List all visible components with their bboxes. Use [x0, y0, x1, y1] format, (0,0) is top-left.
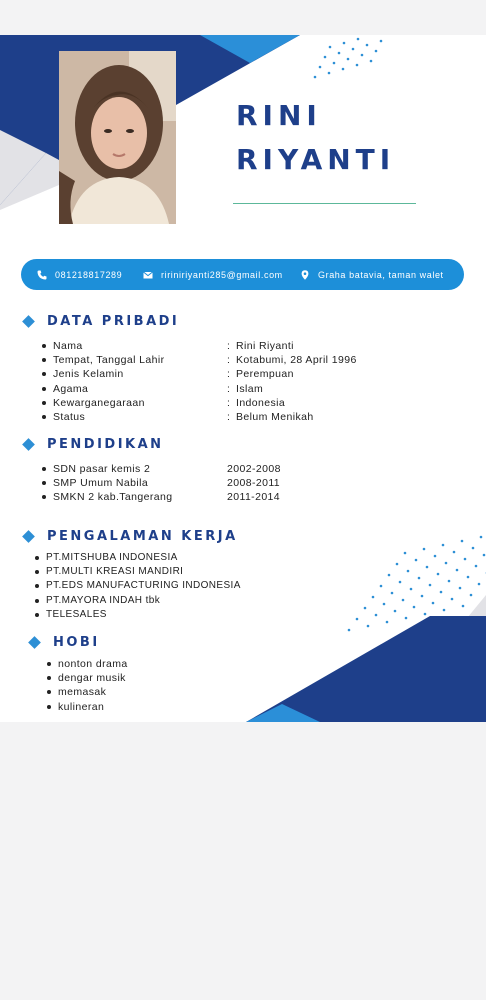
diamond-bullet-icon — [22, 530, 35, 543]
bullet-dot-icon — [41, 476, 53, 490]
contact-address[interactable] — [300, 259, 444, 290]
education-item — [41, 462, 281, 476]
bullet-dot-icon — [46, 700, 58, 714]
section-title: PENGALAMAN KERJA — [47, 529, 238, 544]
school-years: 2008-2011 — [227, 477, 281, 490]
section-experience-heading — [24, 529, 238, 544]
education-item — [41, 490, 281, 504]
decor-dot — [472, 547, 475, 550]
diamond-bullet-icon — [22, 438, 35, 451]
bullet-dot-icon — [46, 671, 58, 685]
field-separator: : — [227, 368, 231, 381]
location-pin-icon — [300, 270, 310, 280]
company-name: PT.MULTI KREASI MANDIRI — [46, 566, 184, 578]
hobby-item — [46, 685, 128, 699]
school-name: SDN pasar kemis 2 — [53, 463, 151, 475]
decor-dot — [434, 555, 437, 558]
decor-dot — [342, 68, 345, 71]
decor-dot — [423, 548, 426, 551]
section-personal-heading — [24, 314, 179, 329]
field-value: Indonesia — [236, 396, 286, 409]
school-years: 2011-2014 — [227, 491, 281, 504]
field-value: Belum Menikah — [236, 410, 314, 423]
decor-dot — [456, 569, 459, 572]
name-underline — [233, 203, 416, 204]
personal-data-item — [41, 353, 357, 367]
decor-dot — [478, 583, 481, 586]
experience-item — [34, 608, 241, 622]
decor-dot — [356, 64, 359, 67]
education-list — [41, 462, 281, 505]
experience-item — [34, 551, 241, 565]
bullet-dot-icon — [34, 551, 46, 565]
decor-dot — [319, 66, 322, 69]
company-name: PT.MAYORA INDAH tbk — [46, 594, 161, 606]
field-separator: : — [227, 410, 231, 423]
decor-dot — [380, 40, 383, 43]
decor-dot — [399, 581, 402, 584]
bullet-dot-icon — [46, 685, 58, 699]
bullet-dot-icon — [41, 462, 53, 476]
hobby-name: kulineran — [58, 700, 105, 713]
bullet-dot-icon — [41, 490, 53, 504]
field-label: Status — [53, 410, 86, 423]
personal-data-item — [41, 339, 357, 353]
decor-dot — [445, 562, 448, 565]
dot-pattern-top — [300, 35, 400, 85]
hobby-item — [46, 657, 128, 671]
decor-dot — [448, 580, 451, 583]
decor-dot — [329, 46, 332, 49]
diamond-bullet-icon — [28, 636, 41, 649]
decor-dot — [347, 58, 350, 61]
bullet-dot-icon — [41, 339, 53, 353]
decor-dot — [426, 566, 429, 569]
decor-dot — [404, 552, 407, 555]
decor-dot — [324, 56, 327, 59]
field-separator: : — [227, 396, 231, 409]
field-label: Jenis Kelamin — [53, 368, 124, 381]
bullet-dot-icon — [41, 353, 53, 367]
decor-dot — [418, 577, 421, 580]
last-name: RIYANTI — [236, 143, 396, 176]
field-value: Kotabumi, 28 April 1996 — [236, 354, 357, 367]
decor-dot — [483, 554, 486, 557]
section-education-heading — [24, 437, 164, 452]
school-name: SMP Umum Nabila — [53, 477, 149, 490]
decor-dot — [388, 574, 391, 577]
field-label: Nama — [53, 340, 83, 352]
phone-number: 081218817289 — [55, 269, 123, 280]
section-title: DATA PRIBADI — [47, 314, 180, 329]
experience-list — [34, 551, 241, 622]
decor-dot — [343, 42, 346, 45]
decor-dot — [480, 536, 483, 539]
contact-bar — [21, 259, 464, 290]
personal-data-list — [41, 339, 357, 424]
decor-dot — [429, 584, 432, 587]
company-name: PT.MITSHUBA INDONESIA — [46, 552, 178, 563]
decor-dot — [415, 559, 418, 562]
section-title: PENDIDIKAN — [47, 437, 164, 452]
school-years: 2002-2008 — [227, 463, 281, 475]
bullet-dot-icon — [41, 396, 53, 410]
decor-dot — [453, 551, 456, 554]
decor-dot — [357, 38, 360, 41]
profile-photo — [59, 51, 176, 224]
decor-dot — [410, 588, 413, 591]
decor-dot — [459, 587, 462, 590]
decor-dot — [375, 50, 378, 53]
hobby-name: dengar musik — [58, 672, 126, 685]
decor-dot — [352, 48, 355, 51]
decor-dot — [396, 563, 399, 566]
hobby-name: nonton drama — [58, 658, 128, 670]
personal-data-item — [41, 367, 357, 381]
bullet-dot-icon — [34, 565, 46, 579]
first-name: RINI — [236, 99, 322, 132]
field-value: Islam — [236, 382, 264, 395]
field-value: Perempuan — [236, 368, 294, 381]
mail-icon — [143, 270, 153, 280]
section-title: HOBI — [53, 635, 100, 650]
field-label: Tempat, Tanggal Lahir — [53, 354, 165, 367]
bullet-dot-icon — [41, 382, 53, 396]
education-item — [41, 476, 281, 490]
field-label: Kewarganegaraan — [53, 396, 145, 409]
field-separator: : — [227, 354, 231, 367]
hobbies-list — [46, 657, 128, 714]
bullet-dot-icon — [34, 608, 46, 622]
decor-dot — [440, 591, 443, 594]
decor-dot — [464, 558, 467, 561]
diamond-bullet-icon — [22, 315, 35, 328]
address-text: Graha batavia, taman walet — [318, 269, 444, 280]
decor-dot — [437, 573, 440, 576]
decor-dot — [475, 565, 478, 568]
field-separator: : — [227, 340, 231, 352]
decor-dot — [407, 570, 410, 573]
decor-dot — [328, 72, 331, 75]
hobby-item — [46, 671, 128, 685]
hobby-item — [46, 700, 128, 714]
decor-dot — [314, 76, 317, 79]
bullet-dot-icon — [41, 367, 53, 381]
email-address: ririniriyanti285@gmail.com — [161, 269, 283, 280]
decor-dot — [361, 54, 364, 57]
decor-dot — [442, 544, 445, 547]
personal-data-item — [41, 396, 357, 410]
decor-dot — [467, 576, 470, 579]
experience-item — [34, 579, 241, 593]
personal-data-item — [41, 382, 357, 396]
section-hobbies-heading — [30, 635, 100, 650]
bullet-dot-icon — [41, 410, 53, 424]
field-separator: : — [227, 382, 231, 395]
bullet-dot-icon — [34, 579, 46, 593]
decor-dot — [370, 60, 373, 63]
decor-dot — [380, 585, 383, 588]
decor-dot — [366, 44, 369, 47]
company-name: PT.EDS MANUFACTURING INDONESIA — [46, 580, 241, 592]
hobby-name: memasak — [58, 686, 107, 699]
decor-dot — [391, 592, 394, 595]
field-label: Agama — [53, 382, 89, 395]
field-value: Rini Riyanti — [236, 340, 294, 352]
decor-dot — [338, 52, 341, 55]
phone-icon — [37, 270, 47, 280]
decor-dot — [461, 540, 464, 543]
contact-phone[interactable] — [37, 259, 122, 290]
resume-page — [0, 35, 486, 722]
company-name: TELESALES — [46, 608, 107, 620]
experience-item — [34, 594, 241, 608]
decor-dot — [333, 62, 336, 65]
bullet-dot-icon — [46, 657, 58, 671]
experience-item — [34, 565, 241, 579]
contact-email[interactable] — [143, 259, 283, 290]
personal-data-item — [41, 410, 357, 424]
bullet-dot-icon — [34, 594, 46, 608]
school-name: SMKN 2 kab.Tangerang — [53, 491, 173, 504]
